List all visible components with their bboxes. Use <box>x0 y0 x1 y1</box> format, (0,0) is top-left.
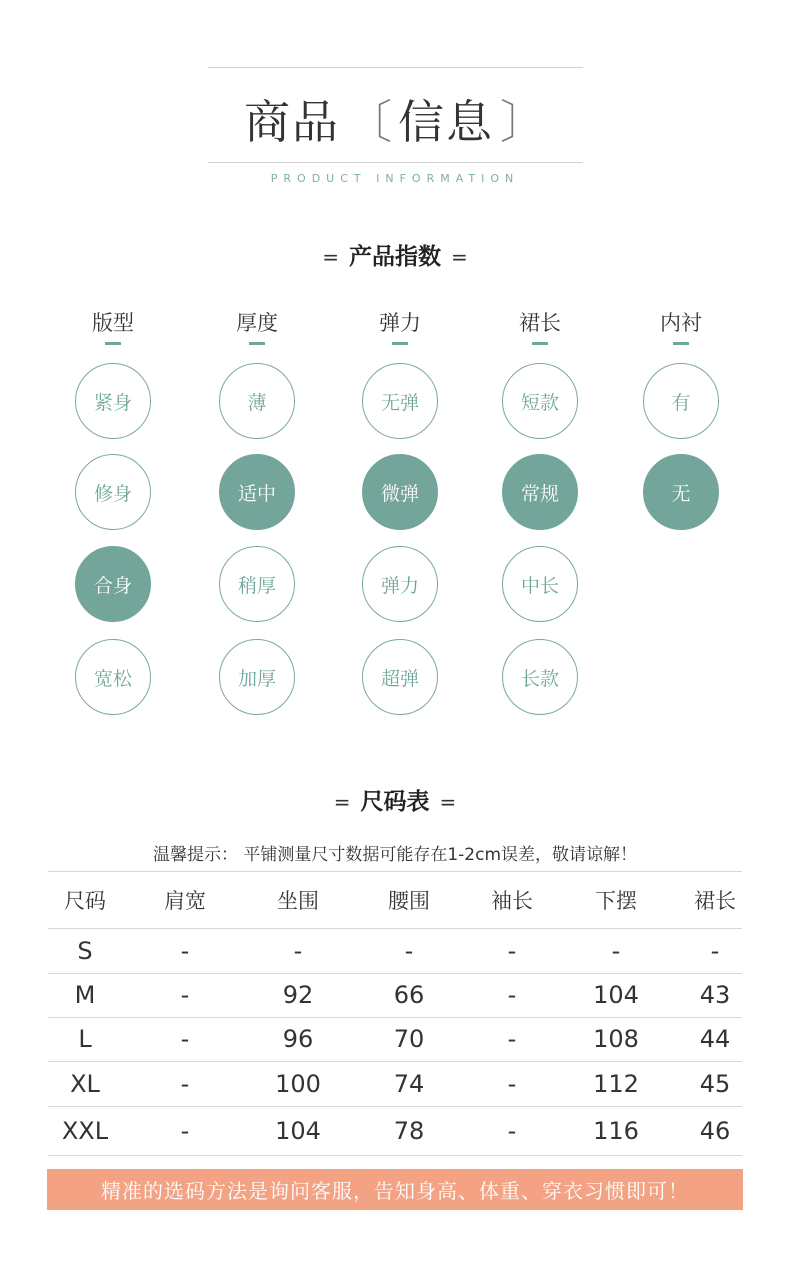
eq-left: = <box>322 245 339 269</box>
table-header-cell: 坐围 <box>277 888 319 913</box>
table-header-cell: 肩宽 <box>164 888 206 913</box>
index-option: 无弹 <box>362 363 438 439</box>
index-option-selected: 无 <box>643 454 719 530</box>
table-cell: 104 <box>275 1116 321 1145</box>
table-cell: 45 <box>699 1069 731 1098</box>
index-column-underline <box>249 342 265 345</box>
index-column-label: 版型 <box>92 311 134 335</box>
index-column-label: 裙长 <box>519 311 561 335</box>
index-option: 短款 <box>502 363 578 439</box>
index-column-label: 厚度 <box>236 311 278 335</box>
table-rule <box>48 1155 742 1156</box>
table-cell: 46 <box>699 1116 731 1145</box>
table-cell: 112 <box>593 1069 639 1098</box>
table-header-cell: 下摆 <box>595 888 637 913</box>
table-size-label: XXL <box>61 1116 109 1145</box>
index-option-selected: 微弹 <box>362 454 438 530</box>
table-size-label: S <box>77 936 93 965</box>
table-cell: 44 <box>699 1025 731 1053</box>
table-cell: 108 <box>593 1025 639 1053</box>
eq-right: = <box>451 245 468 269</box>
size-title-text: 尺码表 <box>360 789 430 815</box>
title-left: 商品 <box>244 95 340 149</box>
index-option: 中长 <box>502 546 578 622</box>
table-cell: - <box>507 936 517 965</box>
page-subtitle: PRODUCT INFORMATION <box>270 172 520 185</box>
index-option: 加厚 <box>219 639 295 715</box>
table-cell: - <box>611 936 621 965</box>
title-right: 信息 <box>398 95 494 149</box>
table-cell: 78 <box>393 1116 425 1145</box>
index-column-underline <box>532 342 548 345</box>
table-cell: 100 <box>275 1069 321 1098</box>
bracket-close: 〕 <box>500 95 546 149</box>
table-cell: - <box>507 1025 517 1053</box>
table-cell: - <box>180 936 190 965</box>
table-cell: - <box>180 1116 190 1145</box>
measurement-notice: 温馨提示： 平铺测量尺寸数据可能存在1-2cm误差，敬请谅解！ <box>152 845 638 865</box>
index-column-label: 弹力 <box>379 311 421 335</box>
index-column-underline <box>673 342 689 345</box>
table-cell: 43 <box>699 981 731 1009</box>
table-size-label: M <box>74 981 96 1009</box>
table-cell: 66 <box>393 981 425 1009</box>
table-cell: - <box>507 981 517 1009</box>
index-title-text: 产品指数 <box>349 244 441 270</box>
index-option: 有 <box>643 363 719 439</box>
size-section-title <box>0 783 790 816</box>
table-cell: - <box>180 1069 190 1098</box>
table-cell: 70 <box>393 1025 425 1053</box>
table-cell: 92 <box>282 981 314 1009</box>
table-header-cell: 袖长 <box>491 888 533 913</box>
eq-right: = <box>439 790 457 814</box>
index-option: 修身 <box>75 454 151 530</box>
page-title <box>210 86 582 152</box>
index-option: 长款 <box>502 639 578 715</box>
index-column-underline <box>105 342 121 345</box>
index-option-selected: 合身 <box>75 546 151 622</box>
index-option-selected: 适中 <box>219 454 295 530</box>
index-option: 超弹 <box>362 639 438 715</box>
index-option: 薄 <box>219 363 295 439</box>
table-size-label: XL <box>70 1069 100 1098</box>
table-cell: - <box>507 1069 517 1098</box>
bracket-open: 〔 <box>346 95 392 149</box>
index-column-underline <box>392 342 408 345</box>
table-cell: 96 <box>282 1025 314 1053</box>
index-option: 弹力 <box>362 546 438 622</box>
table-cell: 104 <box>593 981 639 1009</box>
table-cell: 116 <box>593 1116 639 1145</box>
table-cell: - <box>710 936 720 965</box>
table-header-cell: 腰围 <box>388 888 430 913</box>
header-bottom-rule <box>208 162 583 163</box>
table-cell: - <box>507 1116 517 1145</box>
eq-left: = <box>333 790 351 814</box>
index-section-title <box>0 238 790 271</box>
table-size-label: L <box>78 1025 92 1053</box>
table-cell: - <box>180 981 190 1009</box>
index-option: 宽松 <box>75 639 151 715</box>
table-cell: - <box>404 936 414 965</box>
table-cell: - <box>180 1025 190 1053</box>
index-option-selected: 常规 <box>502 454 578 530</box>
table-cell: 74 <box>393 1069 425 1098</box>
index-column-label: 内衬 <box>660 311 702 335</box>
table-cell: - <box>293 936 303 965</box>
index-option: 紧身 <box>75 363 151 439</box>
index-option: 稍厚 <box>219 546 295 622</box>
table-header-cell: 裙长 <box>694 888 736 913</box>
header-top-rule <box>208 67 583 68</box>
sizing-advice-banner: 精准的选码方法是询问客服，告知身高、体重、穿衣习惯即可！ <box>47 1169 743 1210</box>
table-header-cell: 尺码 <box>64 888 106 913</box>
